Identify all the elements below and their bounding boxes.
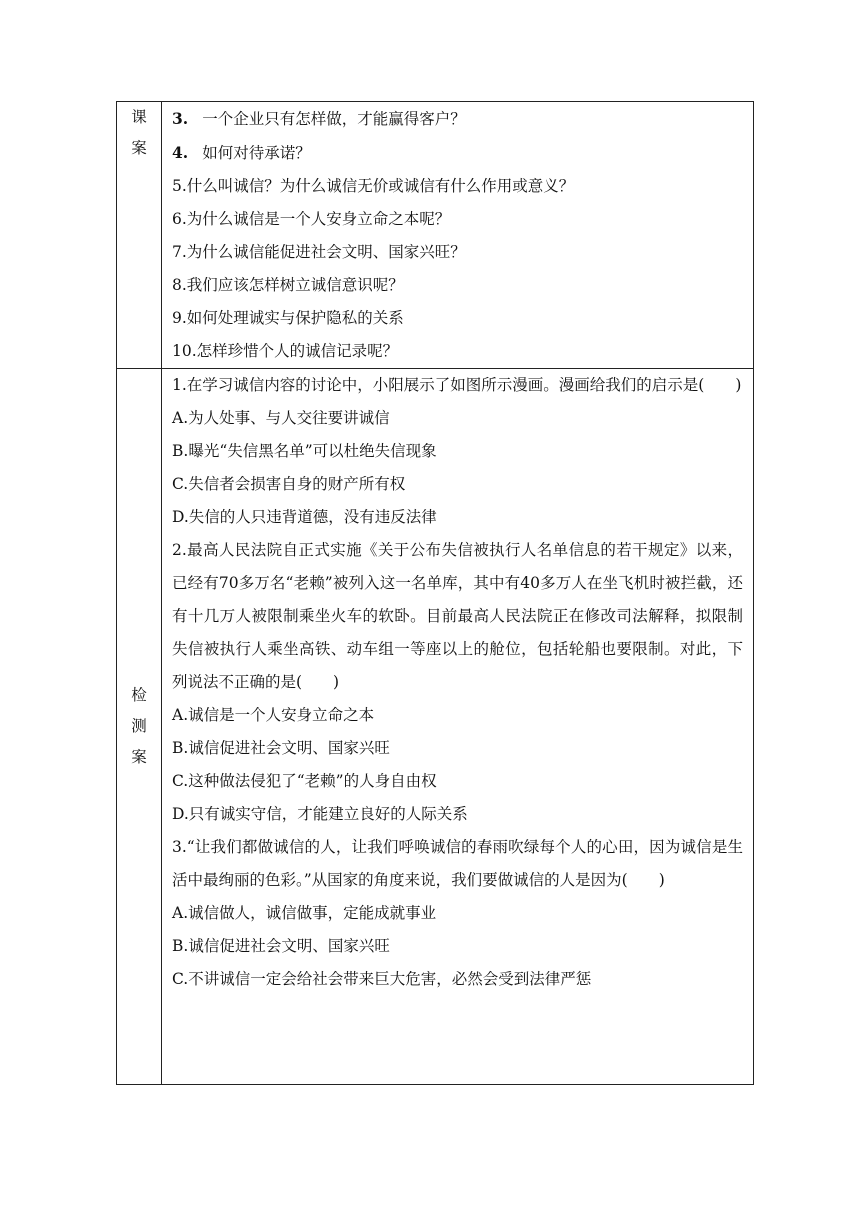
jiance-label-char-2: 测 — [131, 717, 147, 735]
question-item: 8.我们应该怎样树立诚信意识呢？ — [172, 276, 404, 294]
question-1-option-d: D.失信的人只违背道德，没有违反法律 — [172, 508, 437, 526]
jiance-content-cell — [162, 369, 754, 1085]
question-item: 5.什么叫诚信？为什么诚信无价或诚信有什么作用或意义？ — [172, 177, 575, 195]
question-2-option-b: B.诚信促进社会文明、国家兴旺 — [172, 739, 390, 757]
question-1-option-b: B.曝光“失信黑名单”可以杜绝失信现象 — [172, 442, 437, 460]
ketang-label-char-1: 课 — [131, 108, 147, 126]
question-3-option-c: C.不讲诚信一定会给社会带来巨大危害，必然会受到法律严惩 — [172, 970, 592, 988]
question-item: 10.怎样珍惜个人的诚信记录呢？ — [172, 342, 399, 360]
worksheet-table — [116, 101, 754, 1085]
question-item: 6.为什么诚信是一个人安身立命之本呢？ — [172, 210, 451, 228]
question-2-option-d: D.只有诚实守信，才能建立良好的人际关系 — [172, 805, 468, 823]
question-item: 4. 如何对待承诺？ — [172, 143, 311, 162]
jiance-row — [117, 369, 754, 1085]
question-1-option-c: C.失信者会损害自身的财产所有权 — [172, 475, 406, 493]
question-item: 7.为什么诚信能促进社会文明、国家兴旺？ — [172, 243, 466, 261]
ketang-content-cell — [162, 102, 754, 369]
ketang-label-char-2: 案 — [131, 139, 147, 157]
question-3-option-a: A.诚信做人，诚信做事，定能成就事业 — [172, 904, 437, 922]
jiance-label-cell — [117, 369, 162, 1085]
question-item: 3. 一个企业只有怎样做，才能赢得客户？ — [172, 109, 466, 128]
question-3-stem: 3.“让我们都做诚信的人，让我们呼唤诚信的春雨吹绿每个人的心田，因为诚信是生活中最绚丽的色彩。”从国家的角度来说，我们要做诚信的人是因为( ) — [172, 838, 743, 889]
question-2-option-a: A.诚信是一个人安身立命之本 — [172, 706, 375, 724]
question-1-option-a: A.为人处事、与人交往要讲诚信 — [172, 409, 390, 427]
question-item: 9.如何处理诚实与保护隐私的关系 — [172, 309, 404, 327]
ketang-label-cell — [117, 102, 162, 369]
question-2-option-c: C.这种做法侵犯了“老赖”的人身自由权 — [172, 772, 437, 790]
question-1-stem: 1.在学习诚信内容的讨论中，小阳展示了如图所示漫画。漫画给我们的启示是( ) — [172, 376, 742, 394]
question-3-option-b: B.诚信促进社会文明、国家兴旺 — [172, 937, 390, 955]
ketang-row — [117, 102, 754, 369]
question-2-stem: 2.最高人民法院自正式实施《关于公布失信被执行人名单信息的若干规定》以来，已经有70多万名“老赖”被列入这一名单库，其中有40多万人在坐飞机时被拦截，还有十几万人被限制乘坐火车的软卧。目前最高人民法院正在修改司法解释，拟限制失信被执行人乘坐高铁、动车组一等座以上的舱位，包括轮船也要限制。对此，下列说法不正确的是( ) — [172, 541, 743, 691]
jiance-label-char-1: 检 — [131, 686, 147, 704]
jiance-label-char-3: 案 — [131, 748, 147, 766]
